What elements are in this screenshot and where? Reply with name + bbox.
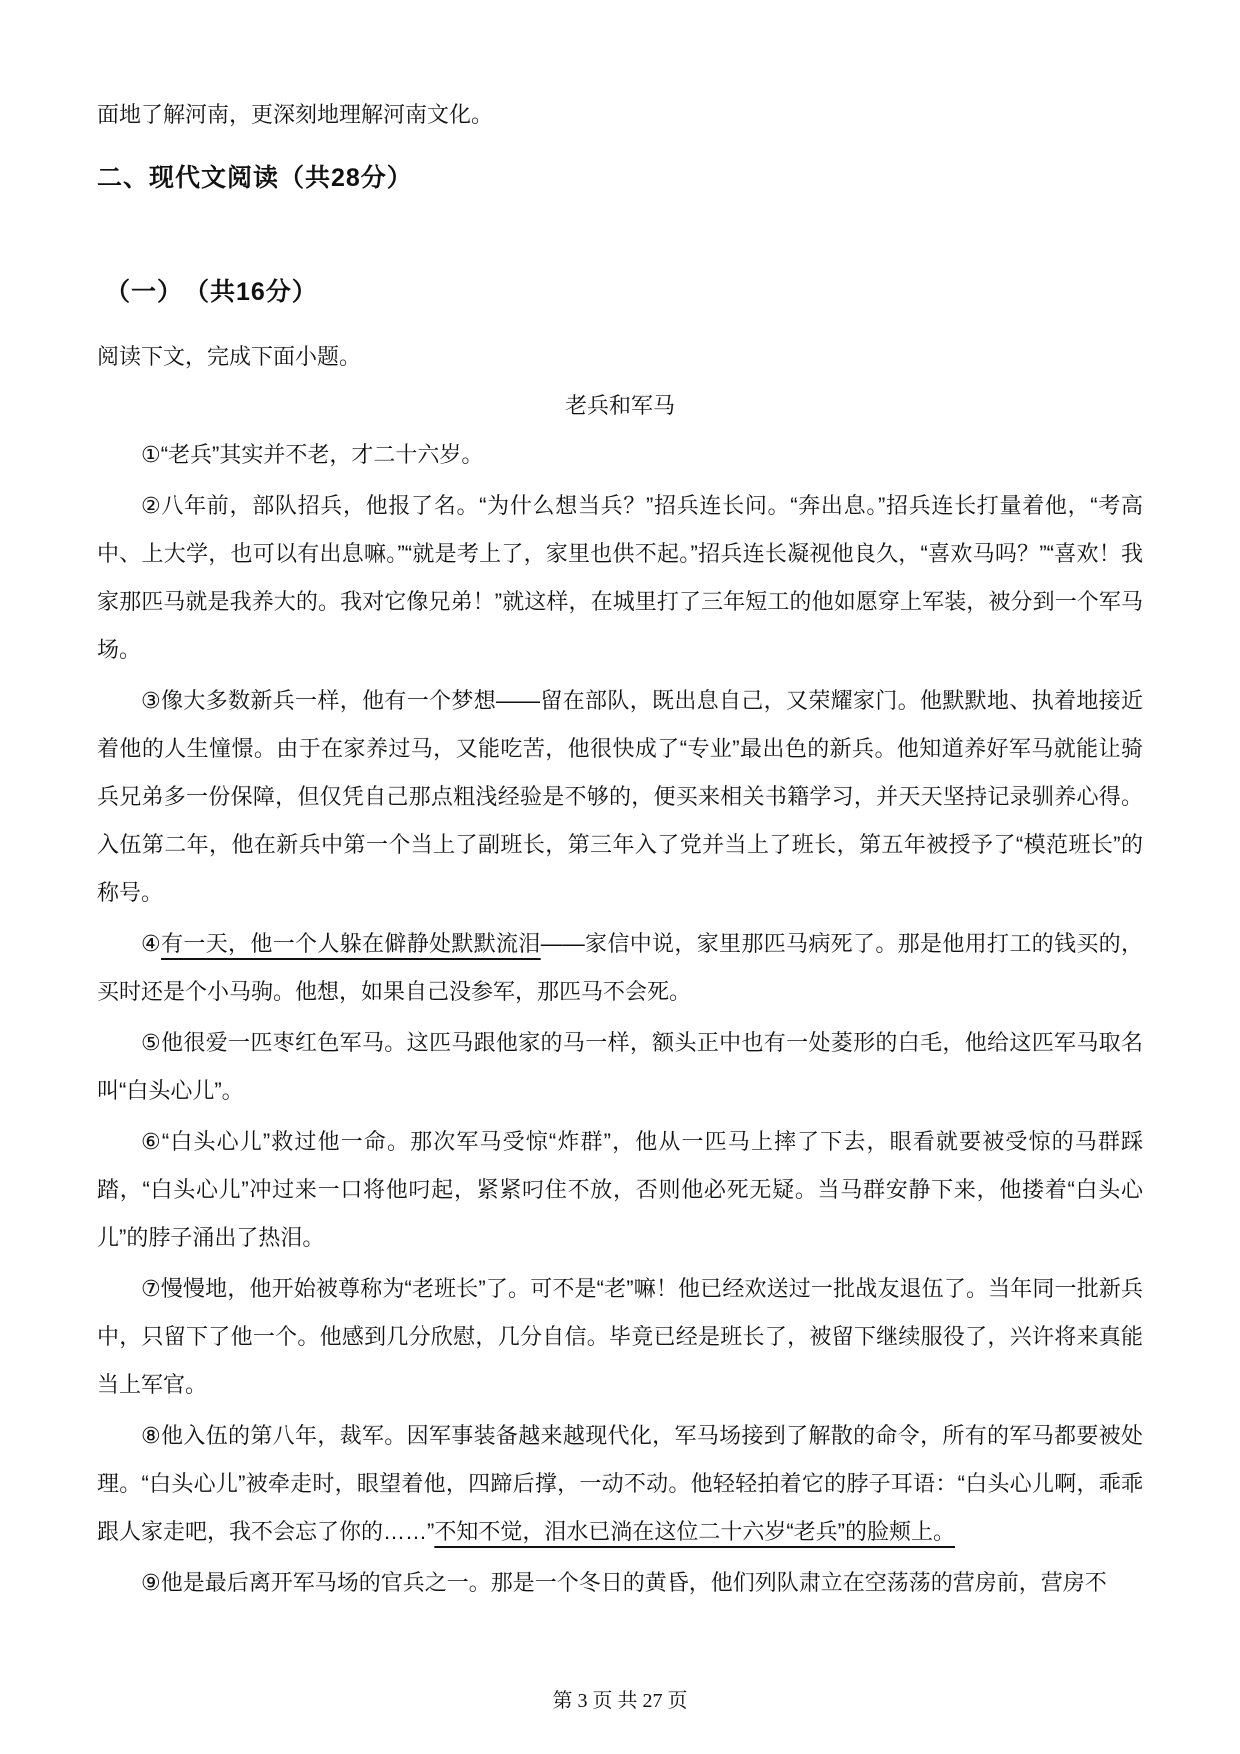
- article-paragraph: [97, 1118, 1143, 1262]
- paragraph-text: ①“老兵”其实并不老，才二十六岁。: [141, 442, 484, 467]
- article-title: 老兵和军马: [564, 393, 675, 418]
- article-paragraph: [97, 1019, 1143, 1115]
- subsection-heading: （一） （共16分）: [105, 278, 318, 306]
- paragraph-text: ④: [141, 931, 162, 956]
- article-paragraph: [97, 1559, 1143, 1607]
- paragraph-text: ——家信中说，家里那匹马病死了。那是他用打工的钱买的，买时还是个小马驹。他想，如果自己没参军，那匹马不会死。: [97, 931, 1143, 1004]
- article-paragraph: [97, 1265, 1143, 1409]
- article-paragraph: [97, 920, 1143, 1016]
- article-paragraph: [97, 482, 1143, 674]
- paragraph-text: ⑨他是最后离开军马场的官兵之一。那是一个冬日的黄昏，他们列队肃立在空荡荡的营房前，营房不: [141, 1570, 1107, 1595]
- article-paragraph: [97, 431, 1143, 479]
- paragraph-text: ⑥“白头心儿”救过他一命。那次军马受惊“炸群”，他从一匹马上摔了下去，眼看就要被受惊的马群踩踏，“白头心儿”冲过来一口将他叼起，紧紧叼住不放，否则他必死无疑。当马群安静下来，他搂着“白头心儿”的脖子涌出了热泪。: [97, 1129, 1143, 1250]
- article-body: [97, 431, 1143, 1607]
- paragraph-text: ⑤他很爱一匹枣红色军马。这匹马跟他家的马一样，额头正中也有一处菱形的白毛，他给这匹军马取名叫“白头心儿”。: [97, 1030, 1143, 1103]
- paragraph-text: ③像大多数新兵一样，他有一个梦想——留在部队，既出息自己，又荣耀家门。他默默地、执着地接近着他的人生憧憬。由于在家养过马，又能吃苦，他很快成了“专业”最出色的新兵。他知道养好军马就能让骑兵兄弟多一份保障，但仅凭自己那点粗浅经验是不够的，便买来相关书籍学习，并天天坚持记录驯养心得。入伍第二年，他在新兵中第一个当上了副班长，第三年入了党并当上了班长，第五年被授予了“模范班长”的称号。: [97, 688, 1143, 905]
- section-heading: 二、现代文阅读（共28分）: [97, 164, 413, 192]
- article-paragraph: [97, 1412, 1143, 1556]
- article-paragraph: [97, 677, 1143, 917]
- paragraph-text: ⑦慢慢地，他开始被尊称为“老班长”了。可不是“老”嘛！他已经欢送过一批战友退伍了。当年同一批新兵中，只留下了他一个。他感到几分欣慰，几分自信。毕竟已经是班长了，被留下继续服役了，兴许将来真能当上军官。: [97, 1276, 1143, 1397]
- instruction-text: 阅读下文，完成下面小题。: [97, 344, 362, 369]
- paragraph-text: ②八年前，部队招兵，他报了名。“为什么想当兵？”招兵连长问。“奔出息。”招兵连长打量着他，“考高中、上大学，也可以有出息嘛。”“就是考上了，家里也供不起。”招兵连长凝视他良久，“喜欢马吗？”“喜欢！我家那匹马就是我养大的。我对它像兄弟！”就这样，在城里打了三年短工的他如愿穿上军装，被分到一个军马场。: [97, 493, 1143, 662]
- underlined-text: 有一天，他一个人躲在僻静处默默流泪: [161, 931, 541, 956]
- continuation-text: 面地了解河南，更深刻地理解河南文化。: [97, 102, 494, 127]
- page-footer: 第 3 页 共 27 页: [552, 1690, 688, 1712]
- paragraph-text: ⑧他入伍的第八年，裁军。因军事装备越来越现代化，军马场接到了解散的命令，所有的军马都要被处理。“白头心儿”被牵走时，眼望着他，四蹄后撑，一动不动。他轻轻拍着它的脖子耳语：“白头心儿啊，乖乖跟人家走吧，我不会忘了你的……”: [97, 1423, 1143, 1544]
- underlined-text: 不知不觉，泪水已淌在这位二十六岁“老兵”的脸颊上。: [434, 1519, 955, 1544]
